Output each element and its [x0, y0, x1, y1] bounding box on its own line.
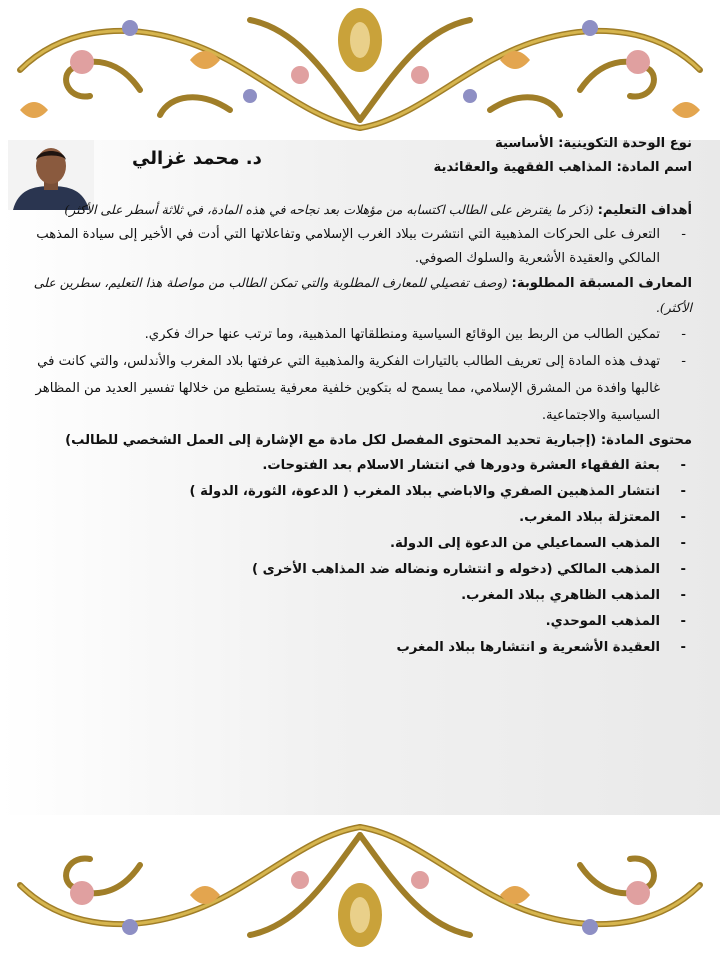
list-item: - التعرف على الحركات المذهبية التي انتشرت ببلاد الغرب الإسلامي وتفاعلاتها التي أدت في الأخير إلى سيادة المذهب المالكي والعقيدة الأشعرية والسلوك الصوفي.	[20, 223, 692, 271]
list-item: - المذهب الظاهري ببلاد المغرب.	[20, 583, 692, 609]
objectives-label: أهداف التعليم:	[597, 203, 692, 218]
bottom-ornament-banner	[0, 815, 720, 955]
prerequisites-note: (وصف تفصيلي للمعارف المطلوبة والتي تمكن الطالب من مواصلة هذا التعليم، سطرين على الأكثر).	[33, 275, 692, 315]
prerequisites-heading	[20, 271, 692, 321]
list-item: - المذهب السماعيلي من الدعوة إلى الدولة.	[20, 531, 692, 557]
list-item: - بعثة الفقهاء العشرة ودورها في انتشار الاسلام بعد الفتوحات.	[20, 453, 692, 479]
list-item: - العقيدة الأشعرية و انتشارها ببلاد المغرب	[20, 635, 692, 661]
top-ornament-banner	[0, 0, 720, 140]
list-item: - تهدف هذه المادة إلى تعريف الطالب بالتيارات الفكرية والمذهبية التي عرفتها بلاد المغرب والأندلس، والتي كانت في غالبها وافدة من المشرق الإسلامي، مما يسمح له بتكوين خلفية معرفية يستطيع من خلالها تفسير العديد من المظاهر السياسية والاجتماعية.	[20, 348, 692, 429]
content-note: (إجبارية تحديد المحتوى المفصل لكل مادة مع الإشارة إلى العمل الشخصي للطالب)	[65, 433, 597, 448]
course-name: اسم المادة: المذاهب الفقهية والعقائدية	[433, 160, 692, 175]
list-item: - تمكين الطالب من الربط بين الوقائع السياسية ومنطلقاتها المذهبية، وما ترتب عنها حراك فكري.	[20, 321, 692, 348]
list-item: - انتشار المذهبين الصفري والاباضي ببلاد المغرب ( الدعوة، الثورة، الدولة )	[20, 479, 692, 505]
objectives-list	[20, 223, 692, 271]
list-item: - المذهب المالكي (دخوله و انتشاره ونضاله ضد المذاهب الأخرى )	[20, 557, 692, 583]
content-list	[20, 453, 692, 661]
objectives-heading	[20, 198, 692, 223]
content-label: محتوى المادة:	[600, 433, 692, 448]
list-item: - المعتزلة ببلاد المغرب.	[20, 505, 692, 531]
course-document	[20, 132, 692, 661]
prerequisites-list	[20, 321, 692, 429]
unit-type: نوع الوحدة التكوينية: الأساسية	[494, 136, 692, 151]
list-item: - المذهب الموحدي.	[20, 609, 692, 635]
author-name: د. محمد غزالي	[132, 148, 262, 169]
prerequisites-label: المعارف المسبقة المطلوبة:	[511, 276, 692, 291]
objectives-note: (ذكر ما يفترض على الطالب اكتسابه من مؤهلات بعد نجاحه في هذه المادة، في ثلاثة أسطر على الأكثر)	[64, 202, 594, 217]
content-heading	[20, 429, 692, 453]
